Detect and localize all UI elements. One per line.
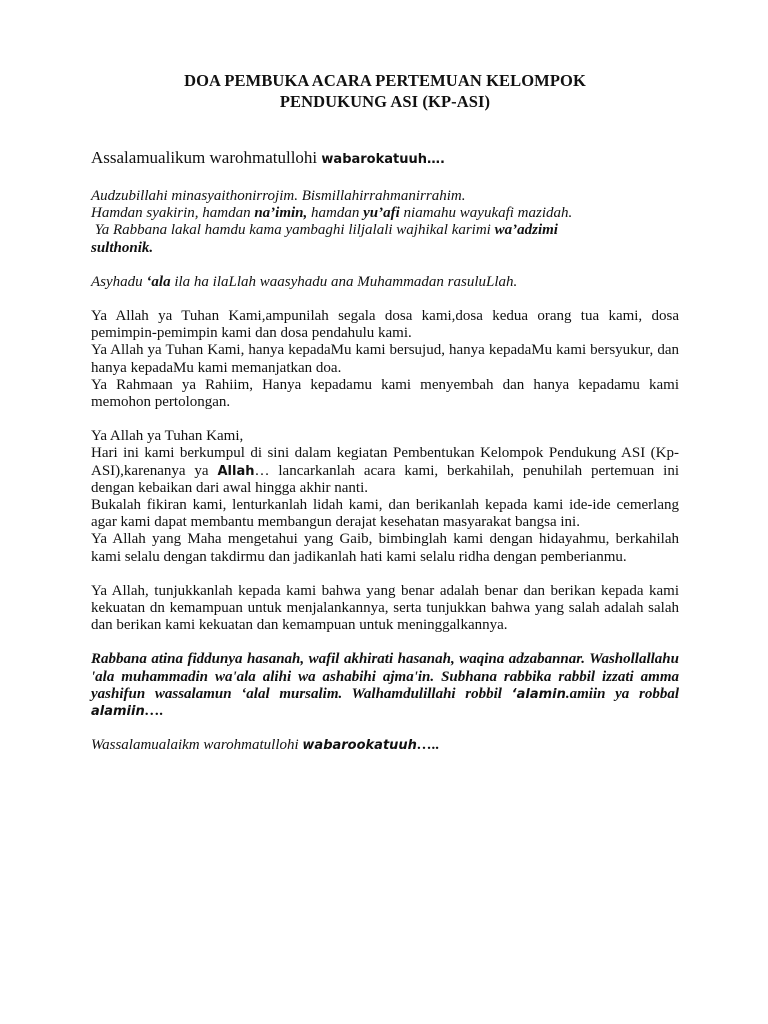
- greeting-bold: wabarokatuuh….: [321, 152, 445, 167]
- syahadat: [91, 274, 679, 291]
- paragraph-4: [91, 445, 679, 497]
- document-body: [91, 70, 679, 754]
- farewell-c: …..: [416, 737, 440, 754]
- paragraph-4-heading: Ya Allah ya Tuhan Kami,: [91, 428, 244, 445]
- paragraph-4a: Hari ini kami berkumpul di sini dalam kegiatan Pembentukan Kelompok Pendukung ASI (Kp-ASI),karenanya ya: [91, 445, 679, 479]
- opening-line-2c: hamdan: [307, 205, 364, 222]
- syahadat-c: ila ha ilaLlah waasyhadu ana Muhammadan rasuluLlah.: [170, 273, 518, 290]
- paragraph-5: Bukalah fikiran kami, lenturkanlah lidah kami, dan berikanlah kepada kami ide-ide cemerlang agar kami dapat membantu membangun derajat kesehatan masyarakat bangsa ini.: [91, 497, 679, 531]
- farewell: [91, 737, 679, 754]
- greeting: [91, 147, 679, 171]
- closing-c: mursalim. Walhamdulillahi robbil: [269, 685, 512, 702]
- opening-line-3b: wa’adzimi: [494, 222, 558, 239]
- title-line-2: PENDUKUNG ASI (KP-ASI): [279, 92, 491, 111]
- opening-line-2: [91, 205, 679, 222]
- paragraph-1: Ya Allah ya Tuhan Kami,ampunilah segala dosa kami,dosa kedua orang tua kami, dosa pemimpin-pemimpin kami dan dosa pendahulu kami.: [91, 308, 679, 342]
- opening-prayer: [91, 188, 679, 257]
- paragraph-2: Ya Allah ya Tuhan Kami, hanya kepadaMu kami bersujud, hanya kepadaMu kami bersyukur, dan hanya kepadaMu kami memanjatkan doa.: [91, 342, 679, 376]
- paragraph-4-allah: Allah: [217, 463, 255, 479]
- paragraph-3: Ya Rahmaan ya Rahiim, Hanya kepadamu kami menyembah dan hanya kepadamu kami memohon pertolongan.: [91, 376, 679, 411]
- opening-line-3a: Ya Rabbana lakal hamdu kama yambaghi liljalali wajhikal karimi: [91, 222, 495, 239]
- opening-line-3: [91, 222, 679, 239]
- closing-e: .amiin ya robbal: [565, 685, 679, 702]
- greeting-text: Assalamualikum warohmatullohi: [91, 148, 322, 167]
- farewell-a: Wassalamualaikm warohmatullohi: [91, 737, 303, 754]
- closing-d: ‘alamin: [511, 686, 566, 702]
- paragraph-7: Ya Allah, tunjukkanlah kepada kami bahwa yang benar adalah benar dan berikan kepada kami kekuatan dn kemampuan untuk menjalankannya, serta tunjukkan bahwa yang salah adalah salah dan berikan kami kekuatan dan kemampuan untuk meninggalkannya.: [91, 582, 679, 634]
- closing-prayer: [91, 651, 679, 720]
- opening-line-2b: na’imin,: [254, 205, 308, 222]
- paragraph-4c: … lancarkanlah acara kami, berkahilah, penuhilah pertemuan ini dengan kebaikan dari awal hingga akhir nanti.: [91, 462, 679, 496]
- opening-line-2d: yu’afi: [363, 205, 400, 222]
- opening-line-2a: Hamdan syakirin, hamdan: [91, 205, 255, 222]
- title-line-1: DOA PEMBUKA ACARA PERTEMUAN KELOMPOK: [184, 71, 586, 90]
- opening-line-1: Audzubillahi minasyaithonirrojim. Bismillahirrahmanirrahim.: [91, 188, 466, 204]
- opening-line-4: sulthonik.: [91, 239, 154, 256]
- paragraph-6: Ya Allah yang Maha mengetahui yang Gaib, bimbinglah kami dengan hidayahmu, berkahilah kami selalu dengan takdirmu dan jadikanlah hati kami selalu ridha dengan pemberianmu.: [91, 531, 679, 565]
- closing-f: alamiin: [91, 704, 145, 720]
- farewell-b: wabarookatuuh: [302, 738, 417, 754]
- syahadat-a: Asyhadu: [91, 273, 147, 290]
- opening-line-2e: niamahu wayukafi mazidah.: [399, 205, 573, 222]
- closing-b: ‘alal: [241, 685, 270, 702]
- document-title: [91, 70, 679, 112]
- syahadat-b: ‘ala: [146, 273, 171, 290]
- closing-g: ….: [144, 703, 164, 720]
- closing-a: Rabbana atina fiddunya hasanah, wafil akhirati hasanah, waqina adzabannar. Washollallahu 'ala muhammadin wa'ala alihi wa ashabihi ajma'in. Subhana rabbika rabbil izzati amma yashifun wassalamun: [91, 651, 679, 702]
